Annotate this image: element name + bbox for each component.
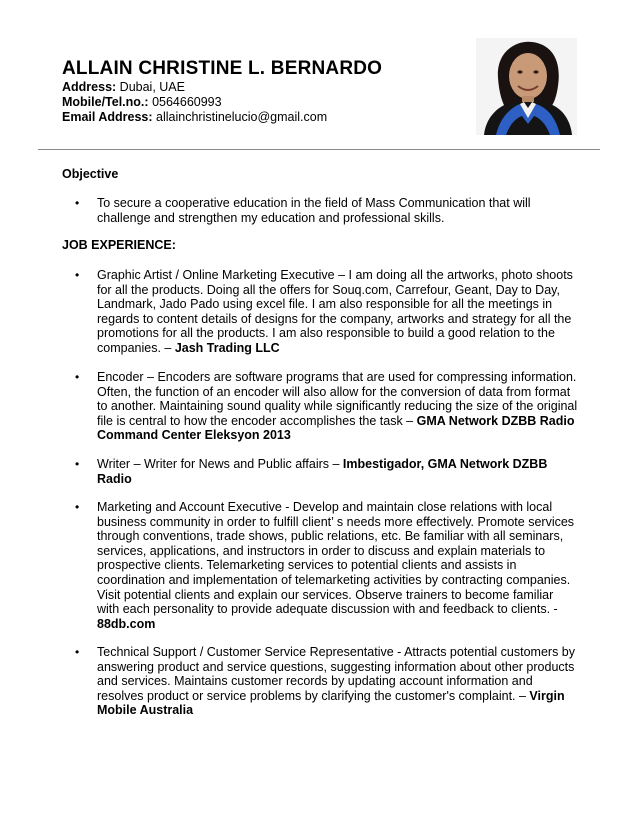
employer-name: Imbestigador, GMA Network DZBB	[342, 457, 548, 471]
objective-heading: Objective	[62, 167, 119, 181]
job-text: Writer – Writer for News and Public affairs –	[97, 457, 343, 471]
job-text-line: regards to content details of designs for the company, artworks and strategy for all the	[97, 311, 572, 326]
objective-line-1: To secure a cooperative education in the field of Mass Communication that will	[97, 196, 531, 210]
job-text-line: coordination and implementation of telemarketing activities by contracting companies.	[97, 572, 571, 587]
job-item-writer	[75, 457, 577, 486]
email-value: allainchristinelucio@gmail.com	[156, 110, 328, 124]
job-text-line: prospective clients. Telemarketing services to potential clients and assists in	[97, 558, 517, 573]
job-text-line	[97, 341, 577, 356]
job-item-encoder	[75, 370, 578, 443]
job-text-line	[97, 689, 577, 704]
job-text-line: for all the products. Doing all the offers for Souq.com, Carrefour, Geant, Day to Day,	[97, 282, 560, 297]
address-label: Address:	[62, 80, 117, 94]
job-text: resolves product or service problems by clarifying the customer's complaint. –	[97, 688, 530, 703]
employer-name: Jash Trading LLC	[174, 340, 280, 355]
job-text-line	[97, 414, 577, 429]
job-text-line: Technical Support / Customer Service Representative - Attracts potential customers by	[97, 645, 575, 659]
job-text-line	[97, 457, 577, 472]
bullet-dot: •	[75, 370, 80, 384]
job-item-graphic-artist	[75, 268, 577, 356]
employer-name: Virgin	[529, 688, 565, 703]
job-item-technical-support	[75, 645, 577, 718]
candidate-name: ALLAIN CHRISTINE L. BERNARDO	[62, 58, 383, 79]
job-text-line: Graphic Artist / Online Marketing Executive – I am doing all the artworks, photo shoots	[97, 268, 573, 282]
job-text-line	[97, 428, 577, 443]
employer-name: GMA Network DZBB Radio	[416, 413, 575, 428]
job-text-line: Visit potential clients and explain our services. Observe trainers to become familiar	[97, 587, 554, 602]
job-text-line: through conventions, trade shows, public relations, etc. Be familiar with all seminars,	[97, 529, 564, 544]
email-label: Email Address:	[62, 110, 153, 124]
job-text-line: Often, the function of an encoder will also allow for the conversion of data from format	[97, 384, 571, 399]
phone-label: Mobile/Tel.no.:	[62, 95, 149, 109]
job-item-marketing	[75, 500, 577, 631]
job-text-line	[97, 703, 577, 718]
job-text-line: answering product and service questions, suggesting information about other products	[97, 659, 575, 674]
employer-name: 88db.com	[97, 616, 156, 631]
job-text-line: Landmark, Jado Pado using excel file. I am also responsible for all the meetings in	[97, 297, 553, 312]
job-text-line	[97, 472, 577, 487]
email-line	[62, 110, 327, 125]
job-text-line: with each personality to provide adequate discussion with and feedback to clients. -	[97, 602, 558, 617]
employer-name: Mobile Australia	[97, 703, 194, 718]
job-text: companies. –	[97, 340, 175, 355]
job-text-line: Encoder – Encoders are software programs that are used for compressing information.	[97, 370, 577, 384]
job-text-line: promotions for all the products. I am also responsible to build a good relation to the	[97, 326, 555, 341]
bullet-dot: •	[75, 268, 80, 282]
job-text-line: business community in order to fulfill client’ s needs more effectively. Promote services	[97, 514, 575, 529]
bullet-dot: •	[75, 196, 80, 210]
address-value: Dubai, UAE	[119, 80, 185, 94]
job-text-line: services, applications, and instructors in order to discuss and explain materials to	[97, 543, 546, 558]
bullet-dot: •	[75, 500, 80, 514]
job-text-line: Marketing and Account Executive - Develop and maintain close relations with local	[97, 500, 553, 514]
header-divider	[38, 149, 600, 150]
phone-line	[62, 95, 222, 110]
experience-heading: JOB EXPERIENCE:	[62, 238, 176, 252]
job-text-line: and services. Maintains customer records by updating account information and	[97, 674, 533, 689]
employer-name: Command Center Eleksyon 2013	[97, 428, 291, 443]
job-text: file is central to how the encoder accomplishes the task –	[97, 413, 417, 428]
bullet-dot: •	[75, 645, 80, 659]
bullet-dot: •	[75, 457, 80, 471]
job-text-line	[97, 617, 577, 632]
phone-value: 0564660993	[152, 95, 222, 109]
address-line	[62, 80, 185, 95]
profile-photo	[476, 38, 577, 135]
job-text-line: to another. Maintaining sound quality while significantly reducing the size of the original	[97, 399, 578, 414]
portrait-image	[476, 38, 577, 135]
objective-line-2: challenge and strengthen my education and professional skills.	[97, 210, 445, 225]
employer-name: Radio	[97, 471, 132, 486]
objective-item	[75, 196, 577, 225]
